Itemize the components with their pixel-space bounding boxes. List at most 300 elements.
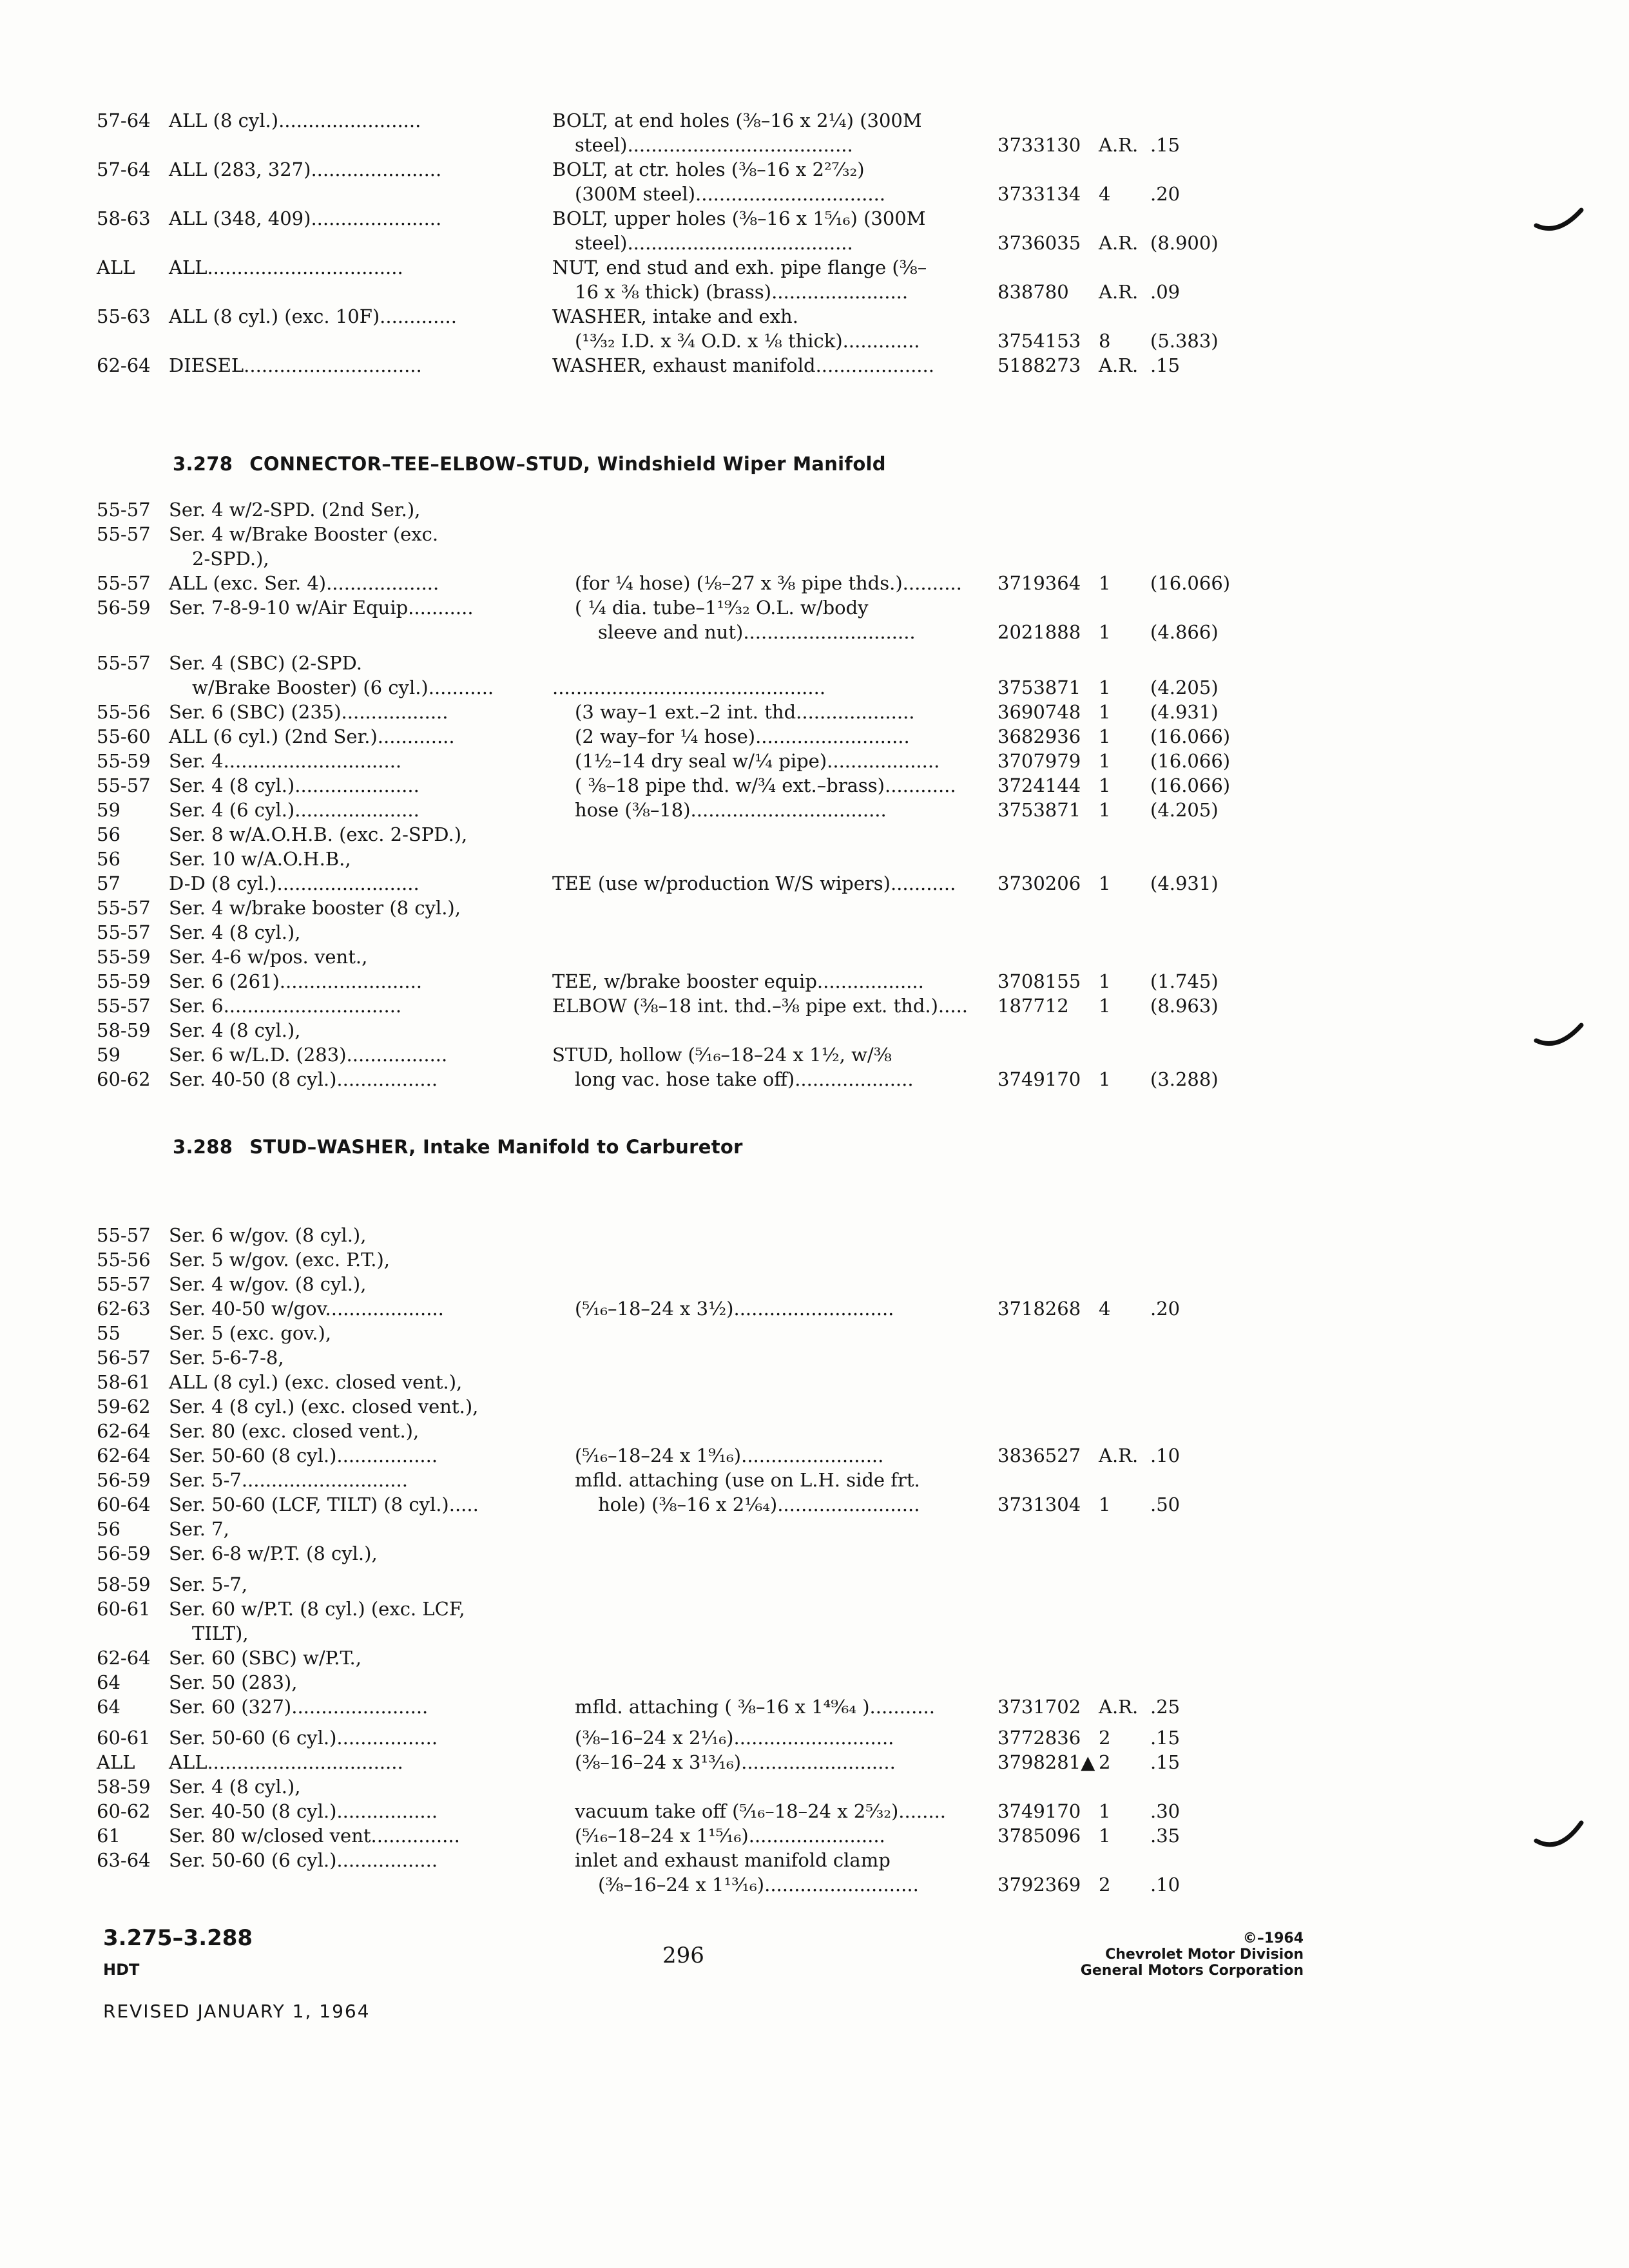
description: STUD, hollow (⁵⁄₁₆–18–24 x 1½, w/⅜: [552, 1044, 892, 1066]
year-range: 60-62: [97, 1800, 151, 1822]
quantity: 1: [1099, 970, 1111, 992]
application: ALL (8 cyl.) (exc. closed vent.),: [169, 1371, 463, 1393]
section-heading-3-288: [173, 1136, 743, 1158]
application: Ser. 6 (SBC) (235)..................: [169, 701, 448, 723]
quantity: 1: [1099, 701, 1111, 723]
year-range: 58-59: [97, 1776, 151, 1798]
description: ( ⅜–18 pipe thd. w/¾ ext.–brass)............: [575, 774, 956, 796]
price: (16.066): [1150, 750, 1231, 772]
application: ALL.................................: [169, 256, 403, 278]
part-number: 3719364: [998, 572, 1081, 594]
price: .20: [1150, 183, 1181, 205]
part-number: 3733134: [998, 183, 1081, 205]
table-row: [97, 1443, 1527, 1468]
quantity: 1: [1099, 572, 1111, 594]
table-row: [97, 871, 1527, 896]
description: WASHER, exhaust manifold....................: [552, 354, 934, 376]
application: Ser. 50-60 (8 cyl.).................: [169, 1445, 438, 1466]
part-number: 3724144: [998, 774, 1081, 796]
year-range: 56-57: [97, 1347, 151, 1369]
year-range: 64: [97, 1696, 120, 1718]
application: DIESEL..............................: [169, 354, 422, 376]
quantity: 1: [1099, 1800, 1111, 1822]
application: Ser. 4 (6 cyl.).....................: [169, 799, 419, 821]
price: (4.931): [1150, 701, 1219, 723]
description: (⅜–16–24 x 3¹³⁄₁₆)..........................: [575, 1751, 896, 1773]
table-row: [97, 1848, 1527, 1872]
description: (300M steel)................................: [575, 183, 886, 205]
year-range: 56: [97, 848, 120, 870]
year-range: 56-59: [97, 1469, 151, 1491]
price: (4.205): [1150, 799, 1219, 821]
table-row: [97, 1043, 1527, 1067]
year-range: ALL: [97, 1751, 135, 1773]
quantity: 1: [1099, 995, 1111, 1017]
year-range: 57: [97, 872, 120, 894]
description: sleeve and nut).............................: [598, 621, 916, 643]
table-row: [97, 280, 1527, 304]
check-mark-icon: [1534, 1021, 1585, 1053]
footer-code: HDT: [103, 1961, 140, 1979]
table-row: [97, 1774, 1527, 1799]
year-range: 55: [97, 1322, 120, 1344]
table-row: [97, 353, 1527, 378]
application: Ser. 80 (exc. closed vent.),: [169, 1420, 419, 1442]
year-range: 57-64: [97, 159, 151, 180]
application: Ser. 60 (327).......................: [169, 1696, 429, 1718]
year-range: 55-59: [97, 946, 151, 968]
description: ELBOW (⅜–18 int. thd.–⅜ pipe ext. thd.).....: [552, 995, 969, 1017]
table-row: [97, 1067, 1527, 1091]
price: .15: [1150, 354, 1181, 376]
table-row: [97, 675, 1527, 700]
year-range: 59: [97, 1044, 120, 1066]
quantity: A.R.: [1099, 134, 1139, 156]
application: Ser. 5-7,: [169, 1573, 248, 1595]
part-number: 3754153: [998, 330, 1081, 352]
year-range: 60-61: [97, 1598, 151, 1620]
description: NUT, end stud and exh. pipe flange (⅜–: [552, 256, 927, 278]
application: Ser. 4-6 w/pos. vent.,: [169, 946, 368, 968]
table-row: [97, 329, 1527, 353]
year-range: 62-64: [97, 1420, 151, 1442]
table-row: [97, 1296, 1527, 1321]
year-range: 62-64: [97, 354, 151, 376]
check-mark-icon: [1534, 206, 1585, 238]
quantity: A.R.: [1099, 232, 1139, 254]
application: Ser. 4 w/gov. (8 cyl.),: [169, 1273, 367, 1295]
application: Ser. 40-50 (8 cyl.).................: [169, 1068, 438, 1090]
quantity: 1: [1099, 677, 1111, 698]
table-row: [97, 1597, 1527, 1621]
year-range: 55-59: [97, 970, 151, 992]
year-range: 59-62: [97, 1396, 151, 1418]
description: (⁵⁄₁₆–18–24 x 1⁹⁄₁₆)........................: [575, 1445, 884, 1466]
year-range: 56: [97, 1518, 120, 1540]
table-row: [97, 969, 1527, 994]
price: .50: [1150, 1494, 1181, 1515]
footer-corporation: General Motors Corporation: [1080, 1963, 1304, 1979]
table-row: [97, 1621, 1527, 1646]
price: .35: [1150, 1825, 1181, 1847]
table-row: [97, 994, 1527, 1018]
table-row: [97, 1018, 1527, 1043]
part-number: 187712: [998, 995, 1069, 1017]
table-row: [97, 133, 1527, 157]
year-range: 55-57: [97, 995, 151, 1017]
description: (3 way–1 ext.–2 int. thd....................: [575, 701, 915, 723]
application: Ser. 4..............................: [169, 750, 402, 772]
application: Ser. 50 (283),: [169, 1671, 298, 1693]
table-row: [97, 182, 1527, 206]
table-row: [97, 651, 1527, 675]
part-number: 3730206: [998, 872, 1081, 894]
price: (1.745): [1150, 970, 1219, 992]
part-number: 3785096: [998, 1825, 1081, 1847]
price: (16.066): [1150, 774, 1231, 796]
application: Ser. 5-7............................: [169, 1469, 408, 1491]
table-row: [97, 1695, 1527, 1719]
description: WASHER, intake and exh.: [552, 305, 798, 327]
table-row: [97, 497, 1527, 522]
quantity: 1: [1099, 872, 1111, 894]
application: w/Brake Booster) (6 cyl.)...........: [192, 677, 494, 698]
part-number: 3749170: [998, 1800, 1081, 1822]
price: (8.900): [1150, 232, 1219, 254]
application: D-D (8 cyl.)........................: [169, 872, 419, 894]
year-range: 60-64: [97, 1494, 151, 1515]
year-range: 58-59: [97, 1019, 151, 1041]
table-row: [97, 1725, 1527, 1750]
description: (2 way–for ¼ hose)..........................: [575, 726, 910, 747]
table-row: [97, 1272, 1527, 1296]
application: Ser. 6..............................: [169, 995, 402, 1017]
application: ALL (348, 409)......................: [169, 207, 442, 229]
description: (⅜–16–24 x 1¹³⁄₁₆)..........................: [598, 1874, 919, 1896]
application: Ser. 4 (8 cyl.),: [169, 921, 301, 943]
table-row: [97, 920, 1527, 945]
quantity: 1: [1099, 621, 1111, 643]
application: ALL (8 cyl.)........................: [169, 110, 421, 131]
application: Ser. 4 (8 cyl.) (exc. closed vent.),: [169, 1396, 479, 1418]
quantity: A.R.: [1099, 354, 1139, 376]
year-range: 55-63: [97, 305, 151, 327]
year-range: 55-57: [97, 774, 151, 796]
part-number: 3798281▲: [998, 1751, 1095, 1773]
part-number: 3736035: [998, 232, 1081, 254]
year-range: 58-59: [97, 1573, 151, 1595]
application: ALL (exc. Ser. 4)...................: [169, 572, 439, 594]
table-row: [97, 1468, 1527, 1492]
description: TEE, w/brake booster equip..................: [552, 970, 924, 992]
part-number: 3792369: [998, 1874, 1081, 1896]
year-range: 56-59: [97, 1542, 151, 1564]
year-range: 61: [97, 1825, 120, 1847]
description: inlet and exhaust manifold clamp: [575, 1849, 891, 1871]
application: Ser. 40-50 w/gov....................: [169, 1298, 444, 1320]
application: Ser. 8 w/A.O.H.B. (exc. 2-SPD.),: [169, 823, 468, 845]
description: BOLT, at ctr. holes (⅜–16 x 2²⁷⁄₃₂): [552, 159, 865, 180]
price: .15: [1150, 1751, 1181, 1773]
quantity: A.R.: [1099, 281, 1139, 303]
table-row: [97, 1750, 1527, 1774]
table-row: [97, 1394, 1527, 1419]
year-range: 55-59: [97, 750, 151, 772]
table-row: [97, 1345, 1527, 1370]
table-row: [97, 896, 1527, 920]
price: .30: [1150, 1800, 1181, 1822]
quantity: 2: [1099, 1727, 1111, 1749]
quantity: A.R.: [1099, 1696, 1139, 1718]
year-range: 62-63: [97, 1298, 151, 1320]
footer-section-ref: 3.275–3.288: [103, 1925, 253, 1951]
table-row: [97, 945, 1527, 969]
application: Ser. 7,: [169, 1518, 229, 1540]
part-number: 3836527: [998, 1445, 1081, 1466]
price: .15: [1150, 1727, 1181, 1749]
application: Ser. 4 w/2-SPD. (2nd Ser.),: [169, 499, 421, 521]
application: Ser. 60 (SBC) w/P.T.,: [169, 1647, 361, 1669]
section-title: CONNECTOR–TEE–ELBOW–STUD, Windshield Wiper Manifold: [249, 453, 886, 475]
year-range: 55-57: [97, 1224, 151, 1246]
application: 2-SPD.),: [192, 548, 269, 570]
price: (4.205): [1150, 677, 1219, 698]
price: (8.963): [1150, 995, 1219, 1017]
application: Ser. 4 (8 cyl.),: [169, 1019, 301, 1041]
table-row: [97, 1492, 1527, 1517]
application: Ser. 60 w/P.T. (8 cyl.) (exc. LCF,: [169, 1598, 465, 1620]
description: mfld. attaching ( ⅜–16 x 1⁴⁹⁄₆₄ )...........: [575, 1696, 935, 1718]
footer-revised: REVISED JANUARY 1, 1964: [103, 2001, 371, 2022]
table-row: [97, 157, 1527, 182]
quantity: 2: [1099, 1751, 1111, 1773]
year-range: 56: [97, 823, 120, 845]
description: hole) (⅜–16 x 2¹⁄₆₄)........................: [598, 1494, 920, 1515]
year-range: 57-64: [97, 110, 151, 131]
year-range: 55-57: [97, 921, 151, 943]
description: (1½–14 dry seal w/¼ pipe)...................: [575, 750, 940, 772]
table-row: [97, 1823, 1527, 1848]
table-row: [97, 1247, 1527, 1272]
table-row: [97, 546, 1527, 571]
year-range: 55-60: [97, 726, 151, 747]
application: Ser. 80 w/closed vent...............: [169, 1825, 460, 1847]
page-number: 296: [662, 1943, 704, 1968]
year-range: 56-59: [97, 597, 151, 619]
table-row: [97, 822, 1527, 847]
price: .15: [1150, 134, 1181, 156]
table-row: [97, 1419, 1527, 1443]
table-row: [97, 595, 1527, 620]
application: Ser. 50-60 (LCF, TILT) (8 cyl.).....: [169, 1494, 479, 1515]
table-row: [97, 1517, 1527, 1541]
year-range: 55-57: [97, 572, 151, 594]
application: Ser. 50-60 (6 cyl.).................: [169, 1849, 438, 1871]
table-row: [97, 231, 1527, 255]
description: steel)......................................: [575, 232, 853, 254]
year-range: 64: [97, 1671, 120, 1693]
price: (16.066): [1150, 726, 1231, 747]
part-number: 3731304: [998, 1494, 1081, 1515]
application: Ser. 5 w/gov. (exc. P.T.),: [169, 1249, 390, 1271]
description: BOLT, upper holes (⅜–16 x 1⁵⁄₁₆) (300M: [552, 207, 926, 229]
table-row: [97, 304, 1527, 329]
application: Ser. 6 w/gov. (8 cyl.),: [169, 1224, 367, 1246]
quantity: 1: [1099, 774, 1111, 796]
quantity: 1: [1099, 750, 1111, 772]
table-row: [97, 1223, 1527, 1247]
quantity: 1: [1099, 1494, 1111, 1515]
part-number: 838780: [998, 281, 1069, 303]
parts-table-3-288: [97, 1223, 1527, 1897]
table-row: [97, 522, 1527, 546]
part-number: 3682936: [998, 726, 1081, 747]
part-number: 3731702: [998, 1696, 1081, 1718]
price: .20: [1150, 1298, 1181, 1320]
price: (4.931): [1150, 872, 1219, 894]
part-number: 3772836: [998, 1727, 1081, 1749]
description: long vac. hose take off)....................: [575, 1068, 914, 1090]
table-row: [97, 1370, 1527, 1394]
footer-division: Chevrolet Motor Division: [1105, 1946, 1304, 1963]
year-range: 55-57: [97, 652, 151, 674]
price: .25: [1150, 1696, 1181, 1718]
quantity: 1: [1099, 799, 1111, 821]
year-range: 63-64: [97, 1849, 151, 1871]
price: .10: [1150, 1874, 1181, 1896]
description: steel)......................................: [575, 134, 853, 156]
description: TEE (use w/production W/S wipers)...........: [552, 872, 956, 894]
part-number: 3708155: [998, 970, 1081, 992]
table-row: [97, 255, 1527, 280]
price: (16.066): [1150, 572, 1231, 594]
section-number: 3.288: [173, 1136, 233, 1158]
table-row: [97, 1799, 1527, 1823]
check-mark-icon: [1534, 1820, 1585, 1856]
price: (3.288): [1150, 1068, 1219, 1090]
table-row: [97, 1572, 1527, 1597]
year-range: 59: [97, 799, 120, 821]
part-number: 5188273: [998, 354, 1081, 376]
description: hose (⅜–18).................................: [575, 799, 887, 821]
year-range: 62-64: [97, 1647, 151, 1669]
description: mfld. attaching (use on L.H. side frt.: [575, 1469, 920, 1491]
price: .10: [1150, 1445, 1181, 1466]
description: ( ¼ dia. tube–1¹⁹⁄₃₂ O.L. w/body: [575, 597, 869, 619]
quantity: A.R.: [1099, 1445, 1139, 1466]
table-row: [97, 798, 1527, 822]
application: Ser. 4 w/brake booster (8 cyl.),: [169, 897, 461, 919]
quantity: 1: [1099, 726, 1111, 747]
quantity: 2: [1099, 1874, 1111, 1896]
application: ALL (8 cyl.) (exc. 10F).............: [169, 305, 457, 327]
description: ..............................................: [552, 677, 826, 698]
year-range: 58-61: [97, 1371, 151, 1393]
part-number: 3753871: [998, 799, 1081, 821]
part-number: 3707979: [998, 750, 1081, 772]
application: Ser. 5-6-7-8,: [169, 1347, 284, 1369]
application: Ser. 6-8 w/P.T. (8 cyl.),: [169, 1542, 378, 1564]
parts-table-3-278: [97, 497, 1527, 1091]
year-range: 60-62: [97, 1068, 151, 1090]
price: (5.383): [1150, 330, 1219, 352]
table-row: [97, 700, 1527, 724]
application: Ser. 7-8-9-10 w/Air Equip...........: [169, 597, 474, 619]
quantity: 1: [1099, 1068, 1111, 1090]
part-number: 3718268: [998, 1298, 1081, 1320]
part-number: 2021888: [998, 621, 1081, 643]
table-row: [97, 749, 1527, 773]
quantity: 4: [1099, 183, 1111, 205]
application: ALL (283, 327)......................: [169, 159, 442, 180]
year-range: 55-57: [97, 499, 151, 521]
part-number: 3749170: [998, 1068, 1081, 1090]
description: 16 x ⅜ thick) (brass).......................: [575, 281, 909, 303]
table-row: [97, 847, 1527, 871]
part-number: 3733130: [998, 134, 1081, 156]
year-range: 62-64: [97, 1445, 151, 1466]
year-range: 55-56: [97, 1249, 151, 1271]
year-range: 55-57: [97, 897, 151, 919]
year-range: 55-57: [97, 523, 151, 545]
description: vacuum take off (⁵⁄₁₆–18–24 x 2⁵⁄₃₂)........: [575, 1800, 947, 1822]
table-row: [97, 1872, 1527, 1897]
year-range: 60-61: [97, 1727, 151, 1749]
price: (4.866): [1150, 621, 1219, 643]
table-row: [97, 1670, 1527, 1695]
section-heading-3-278: [173, 453, 886, 475]
application: Ser. 4 (8 cyl.).....................: [169, 774, 419, 796]
description: (⁵⁄₁₆–18–24 x 3½)...........................: [575, 1298, 894, 1320]
description: (for ¼ hose) (⅛–27 x ⅜ pipe thds.)..........: [575, 572, 962, 594]
description: (¹³⁄₃₂ I.D. x ¾ O.D. x ⅛ thick).............: [575, 330, 920, 352]
table-row: [97, 1541, 1527, 1566]
application: ALL.................................: [169, 1751, 403, 1773]
application: ALL (6 cyl.) (2nd Ser.).............: [169, 726, 455, 747]
parts-table-top: [97, 108, 1527, 378]
part-number: 3690748: [998, 701, 1081, 723]
quantity: 8: [1099, 330, 1111, 352]
application: Ser. 6 (261)........................: [169, 970, 423, 992]
year-range: 55-57: [97, 1273, 151, 1295]
year-range: 55-56: [97, 701, 151, 723]
application: Ser. 10 w/A.O.H.B.,: [169, 848, 351, 870]
application: Ser. 40-50 (8 cyl.).................: [169, 1800, 438, 1822]
description: BOLT, at end holes (⅜–16 x 2¼) (300M: [552, 110, 922, 131]
table-row: [97, 724, 1527, 749]
application: Ser. 50-60 (6 cyl.).................: [169, 1727, 438, 1749]
application: Ser. 6 w/L.D. (283).................: [169, 1044, 448, 1066]
table-row: [97, 571, 1527, 595]
description: (⁵⁄₁₆–18–24 x 1¹⁵⁄₁₆).......................: [575, 1825, 885, 1847]
description: (⅜–16–24 x 2¹⁄₁₆)...........................: [575, 1727, 894, 1749]
application: Ser. 4 (8 cyl.),: [169, 1776, 301, 1798]
year-range: 58-63: [97, 207, 151, 229]
footer-copyright: ©–1964: [1242, 1930, 1304, 1946]
section-title: STUD–WASHER, Intake Manifold to Carburetor: [249, 1136, 743, 1158]
application: TILT),: [192, 1622, 249, 1644]
part-number: 3753871: [998, 677, 1081, 698]
table-row: [97, 206, 1527, 231]
quantity: 4: [1099, 1298, 1111, 1320]
application: Ser. 4 (SBC) (2-SPD.: [169, 652, 362, 674]
table-row: [97, 1646, 1527, 1670]
table-row: [97, 773, 1527, 798]
table-row: [97, 620, 1527, 644]
table-row: [97, 108, 1527, 133]
application: Ser. 4 w/Brake Booster (exc.: [169, 523, 439, 545]
quantity: 1: [1099, 1825, 1111, 1847]
